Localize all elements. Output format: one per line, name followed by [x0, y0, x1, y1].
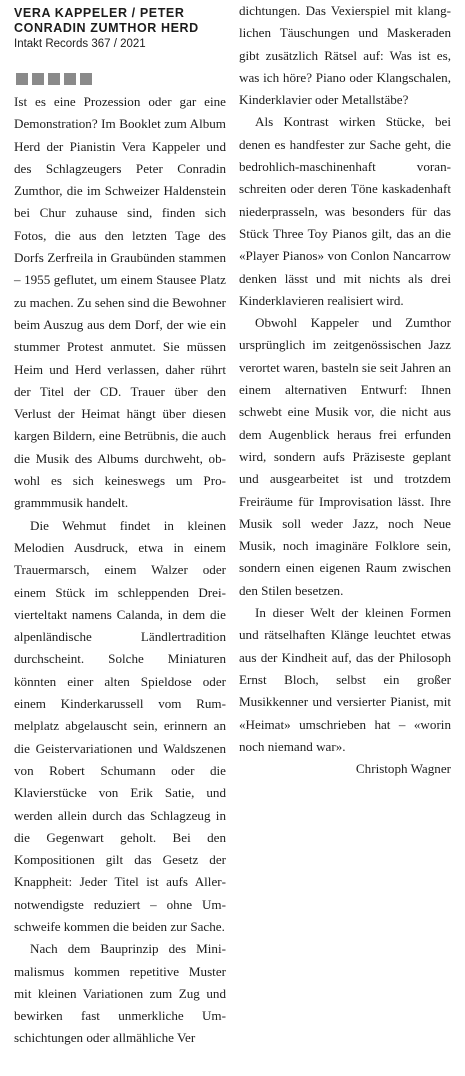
paragraph-4: Als Kontrast wirken Stücke, bei denen es handfester zur Sache geht, die bedrohlich-maschinenhaft voranschreiten oder deren Töne kaskadenhaft niederprasseln, was besonders für das Stück Three Toy Pianos gilt, das an die «Player Pianos» von Conlon Nancarrow denken lässt und mit nichts als drei Kinderklavieren realisiert wird.: [239, 114, 451, 308]
author-signature: Christoph Wagner: [355, 761, 451, 777]
rating-square-icon: [32, 73, 44, 85]
article-body-right: [239, 0, 451, 758]
paragraph-3-start: Nach dem Bauprinzip des Minimalismus kommen repetitive Muster mit kleinen Variationen zum Zug und bewirken fast unmerkliche Umschichtungen oder allmähliche Ver: [14, 941, 226, 1046]
right-column: [239, 0, 451, 780]
rating-square-icon: [64, 73, 76, 85]
paragraph-2: Die Wehmut findet in kleinen Melodien Ausdruck, etwa in einem Trauermarsch, einem Walzer oder einem Stück im schleppenden Dreivierteltakt namens Calanda, in dem die alpenländische Ländlertradition durchscheint. Solche Miniaturen könnten einer alten Spieldose oder einem Kinderkarussell vom Rummelplatz abgelauscht sein, erinnern an die Geistervariationen und Waldszenen von Robert Schumann oder die Klavierstücke von Erik Satie, und werden allein durch das Schlagzeug in die Gegenwart geholt. Bei den Kompositionen gilt das Gesetz der Knappheit: Jeder Titel ist aufs Allernotwendigste reduziert – ohne Umschweife kommen die beiden zur Sache.: [14, 517, 226, 934]
star-rating: [16, 73, 226, 85]
left-column: [14, 0, 226, 1050]
paragraph-6: In dieser Welt der kleinen Formen und rätselhaften Klänge leuchtet etwas aus der Kindheit auf, das der Philosoph Ernst Bloch, selbst ein großer Musikkenner und versierter Pianist, mit «Heimat» umschrieben hat – «worin noch niemand war».: [239, 605, 451, 754]
paragraph-5: Obwohl Kappeler und Zumthor ursprünglich im zeitgenössischen Jazz verortet waren, basteln sie seit Jahren an einem alternativen Entwurf: Ihnen schwebt eine Musik vor, die nicht aus dem Augenblick heraus frei erfunden wird, sondern aufs Präziseste geplant und ausgearbeitet ist und trotzdem Freiräume für Improvisation lässt. Ihre Musik soll weder Jazz, noch Neue Musik, noch imaginäre Folklore sein, sondern einen eigenen Raum zwischen den Stilen besetzen.: [239, 315, 451, 598]
rating-square-icon: [48, 73, 60, 85]
record-label: Intakt Records 367 / 2021: [14, 38, 146, 50]
article-body-left: [14, 91, 226, 1050]
paragraph-1: Ist es eine Prozession oder gar eine Demonstration? Im Booklet zum Album Herd der Pianistin Vera Kappeler und des Schlagzeugers Peter Conradin Zumthor, die im Schweizer Haldenstein bei Chur zuhause sind, finden sich Fotos, die aus den letzten Tage des Dorfs Zerfreila in Graubünden stammen – 1955 geflutet, um einem Stausee Platz zu machen. Zu sehen sind die Bewohner beim Auszug aus dem Dorf, der wie ein stummer Protest anmutet. Sie müssen Heim und Herd verlassen, daher rührt der Titel der CD. Trauer über den Verlust der Heimat hängt über diesen kargen Bildern, eine Betrübnis, die auch die Musik des Albums durchweht, obwohl es sich keineswegs um Programmmusik handelt.: [14, 94, 226, 511]
rating-square-icon: [16, 73, 28, 85]
rating-square-icon: [80, 73, 92, 85]
review-header: [14, 0, 226, 85]
album-title: VERA KAPPELER / PETER CONRADIN ZUMTHOR HERD: [14, 6, 199, 35]
paragraph-3-end: dichtungen. Das Vexierspiel mit klanglichen Täuschungen und Maskeraden gibt zusätzlich Rätsel auf: Was ist es, was ich höre? Piano oder Klangschalen, Kinderklavier oder Metallstäbe?: [239, 3, 451, 108]
